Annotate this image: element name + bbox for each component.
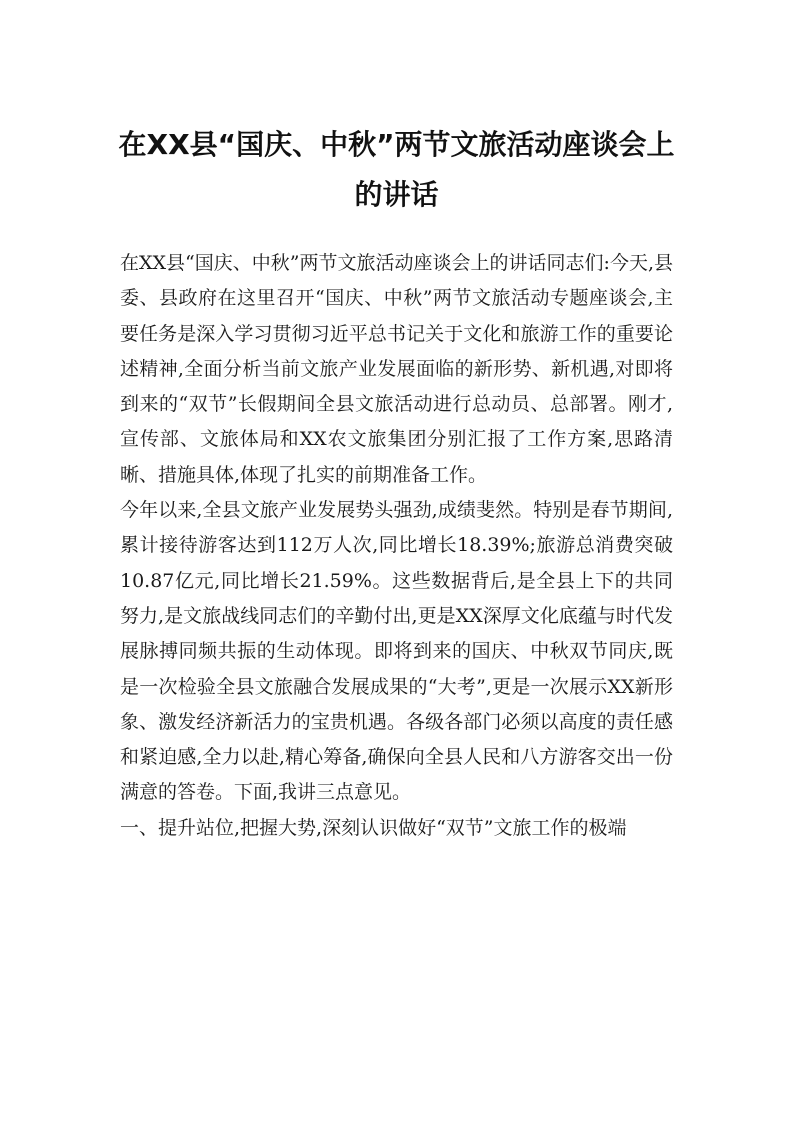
paragraph-section-one-heading: 一、提升站位,把握大势,深刻认识做好“双节”文旅工作的极端 xyxy=(120,816,627,839)
paragraph-opening: 在XX县“国庆、中秋”两节文旅活动座谈会上的讲话同志们:今天,县委、县政府在这里召开“国庆、中秋”两节文旅活动专题座谈会,主要任务是深入学习贯彻习近平总书记关于文化和旅游工作的重要论述精神,全面分析当前文旅产业发展面临的新形势、新机遇,对即将到来的“双节”长假期间全县文旅活动进行总动员、总部署。刚才,宣传部、文旅体局和XX农文旅集团分别汇报了工作方案,思路清晰、措施具体,体现了扎实的前期准备工作。 xyxy=(120,252,673,486)
document-body xyxy=(120,246,673,846)
paragraph-achievements: 今年以来,全县文旅产业发展势头强劲,成绩斐然。特别是春节期间,累计接待游客达到112万人次,同比增长18.39%;旅游总消费突破10.87亿元,同比增长21.59%。这些数据背后,是全县上下的共同努力,是文旅战线同志们的辛勤付出,更是XX深厚文化底蕴与时代发展脉搏同频共振的生动体现。即将到来的国庆、中秋双节同庆,既是一次检验全县文旅融合发展成果的“大考”,更是一次展示XX新形象、激发经济新活力的宝贵机遇。各级各部门必须以高度的责任感和紧迫感,全力以赴,精心筹备,确保向全县人民和八方游客交出一份满意的答卷。下面,我讲三点意见。 xyxy=(120,499,673,804)
document-title: 在XX县“国庆、中秋”两节文旅活动座谈会上的讲话 xyxy=(118,128,675,211)
